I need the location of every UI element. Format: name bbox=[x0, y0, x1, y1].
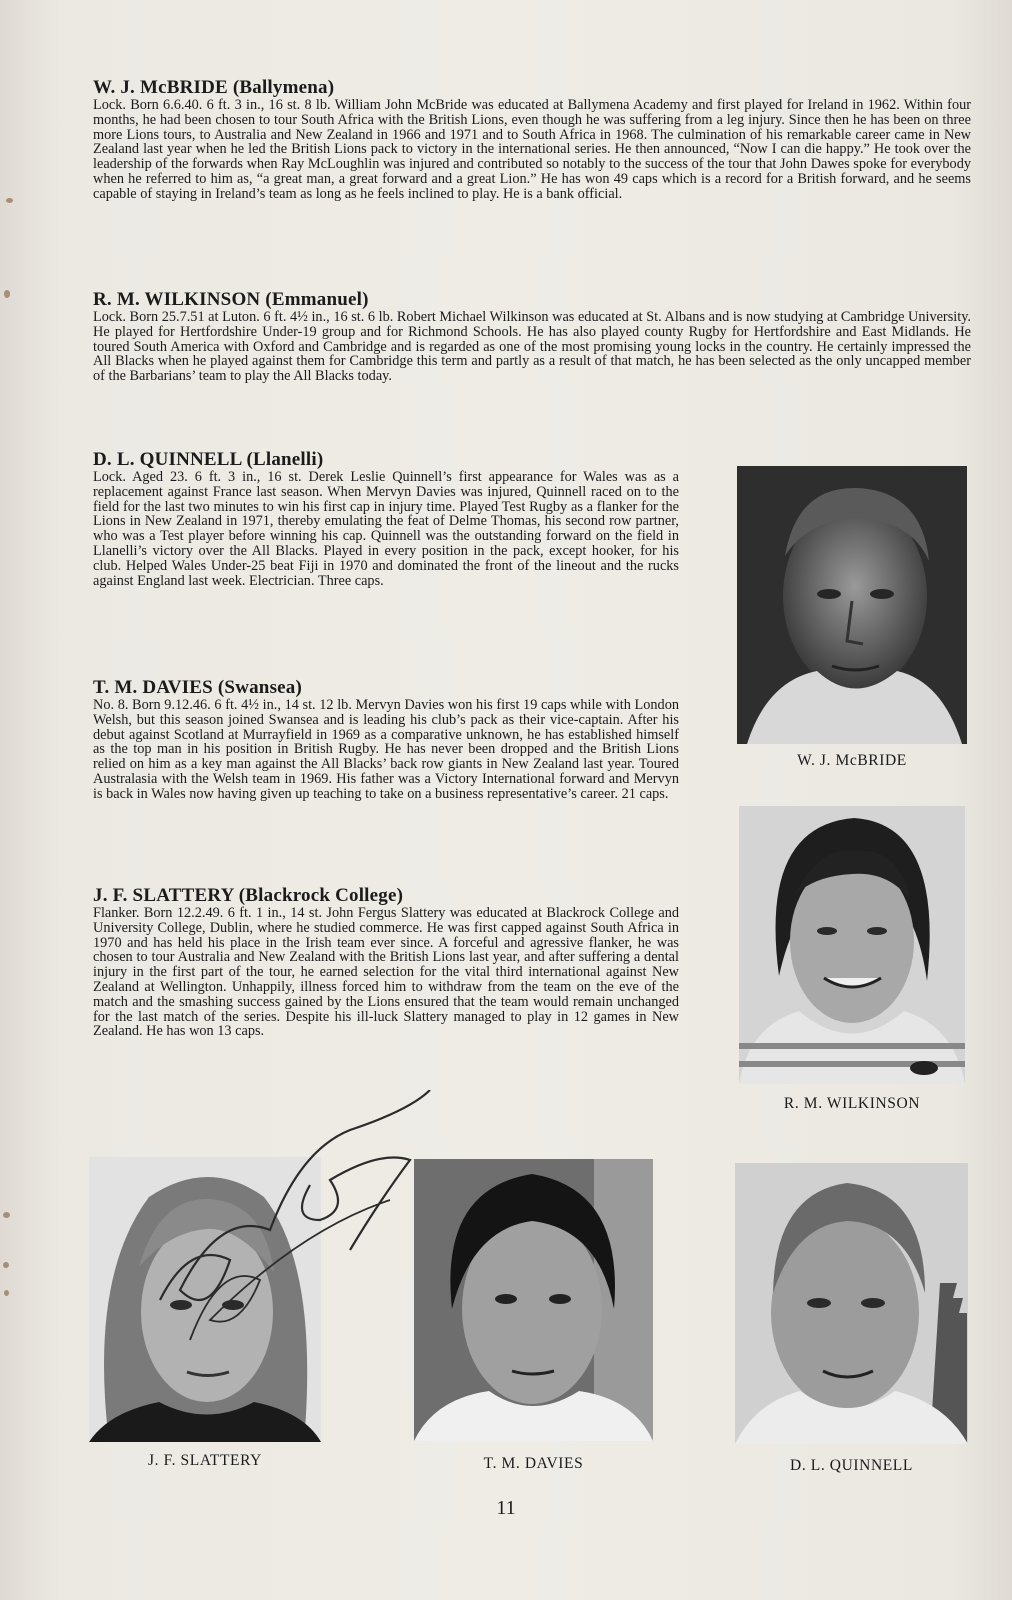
bio-heading: R. M. WILKINSON (Emmanuel) bbox=[93, 289, 369, 310]
bio-mcbride bbox=[93, 78, 971, 202]
portrait-image bbox=[739, 806, 965, 1084]
photo-caption: W. J. McBRIDE bbox=[797, 752, 907, 769]
margin-stain bbox=[4, 290, 10, 298]
bio-heading: T. M. DAVIES (Swansea) bbox=[93, 677, 303, 698]
photo-caption: R. M. WILKINSON bbox=[783, 1095, 921, 1112]
photo-caption: T. M. DAVIES bbox=[483, 1455, 584, 1472]
bio-text: Flanker. Born 12.2.49. 6 ft. 1 in., 14 st. John Fergus Slattery was educated at Blackrock College and University College, Dublin, where he studied commerce. He was first capped against South Africa in 1970 and has held his place in the Irish team ever since. A forceful and agressive flanker, he was chosen to tour Australia and New Zealand with the British Lions last year, and after suffering a dental injury in the first part of the tour, he earned selection for the vital third international against New Zealand at Wellington. Unhappily, illness forced him to withdraw from the team on the eve of the match and the smashing success gained by the Lions ensured that the team would remain unchanged for the last match of the series. Despite his ill-luck Slattery managed to play in 12 games in New Zealand. He has won 13 caps. bbox=[93, 905, 679, 1040]
bio-text: No. 8. Born 9.12.46. 6 ft. 4½ in., 14 st. 12 lb. Mervyn Davies won his first 19 caps while with London Welsh, but this season joined Swansea and is leading his club’s pack as their vice-captain. After his debut against Scotland at Murrayfield in 1969 as a comparative unknown, he has established himself as the top man in his position in British Rugby. He has never been dropped and the British Lions relied on him as a key man against the All Blacks’ back row giants in New Zealand last year. Toured Australasia with the Welsh team in 1969. His father was a Victory International forward and Mervyn is back in Wales now having given up teaching to take on a business representative’s career. 21 caps. bbox=[93, 697, 679, 802]
photo-caption: J. F. SLATTERY bbox=[148, 1452, 262, 1469]
portrait-image bbox=[737, 466, 967, 744]
margin-stain bbox=[4, 1290, 9, 1296]
bio-heading: D. L. QUINNELL (Llanelli) bbox=[93, 449, 324, 470]
photo-mcbride bbox=[737, 466, 967, 744]
margin-stain bbox=[3, 1212, 10, 1218]
bio-heading: W. J. McBRIDE (Ballymena) bbox=[93, 77, 335, 98]
bio-davies bbox=[93, 678, 679, 802]
bio-quinnell bbox=[93, 450, 679, 588]
bio-heading: J. F. SLATTERY (Blackrock College) bbox=[93, 885, 404, 906]
photo-davies bbox=[414, 1159, 653, 1441]
bio-text: Lock. Aged 23. 6 ft. 3 in., 16 st. Derek Leslie Quinnell’s first appearance for Wales was as a replacement against France last season. When Mervyn Davies was injured, Quinnell raced on to the field for the last two minutes to win his first cap in injury time. Played Test Rugby as a flanker for the Lions in New Zealand in 1971, thereby emulating the feat of Delme Thomas, his second row partner, who was a Test player before winning his cap. Quinnell was the outstanding forward on the field in Llanelli’s victory over the All Blacks. Played in every position in the pack, except hooker, for his club. Helped Wales Under-25 beat Fiji in 1970 and dominated the front of the lineout and the rucks against England last week. Electrician. Three caps. bbox=[93, 469, 679, 589]
portrait-image bbox=[414, 1159, 653, 1441]
bio-text: Lock. Born 25.7.51 at Luton. 6 ft. 4½ in., 16 st. 6 lb. Robert Michael Wilkinson was educated at St. Albans and is now studying at Cambridge University. He played for Hertfordshire Under-19 group and for Richmond Schools. He has also played county Rugby for Hertfordshire and East Midlands. He toured South America with Oxford and Cambridge and is regarded as one of the most promising young locks in the country. He certainly impressed the All Blacks when he played against them for Cambridge this term and partly as a result of that match, he has been selected as the only uncapped member of the Barbarians’ team to play the All Blacks today. bbox=[93, 309, 971, 385]
portrait-image bbox=[89, 1157, 321, 1442]
bio-text: Lock. Born 6.6.40. 6 ft. 3 in., 16 st. 8 lb. William John McBride was educated at Ballymena Academy and first played for Ireland in 1962. Within four months, he had been chosen to tour South Africa with the British Lions, even though he was suffering from a leg injury. Since then he has been on three more Lions tours, to Australia and New Zealand in 1966 and 1971 and to South Africa in 1968. The culmination of his remarkable career came in New Zealand last year when he led the British Lions pack to victory in the international series. He then announced, “Now I can die happy.” He took over the leadership of the forwards when Ray McLoughlin was injured and contributed so notably to the success of the tour that John Dawes spoke for everybody when he referred to him as, “a great man, a great forward and a great Lion.” He has won 49 caps which is a record for a British forward, and he seems capable of staying in Ireland’s team as long as he feels inclined to play. He is a bank official. bbox=[93, 97, 971, 202]
margin-stain bbox=[3, 1262, 9, 1268]
portrait-image bbox=[735, 1163, 968, 1444]
photo-wilkinson bbox=[739, 806, 965, 1084]
photo-caption: D. L. QUINNELL bbox=[790, 1457, 913, 1474]
margin-stain bbox=[6, 198, 13, 203]
page-number: 11 bbox=[496, 1497, 516, 1519]
bio-slattery bbox=[93, 886, 679, 1039]
photo-quinnell bbox=[735, 1163, 968, 1444]
bio-wilkinson bbox=[93, 290, 971, 384]
photo-slattery bbox=[89, 1157, 321, 1442]
